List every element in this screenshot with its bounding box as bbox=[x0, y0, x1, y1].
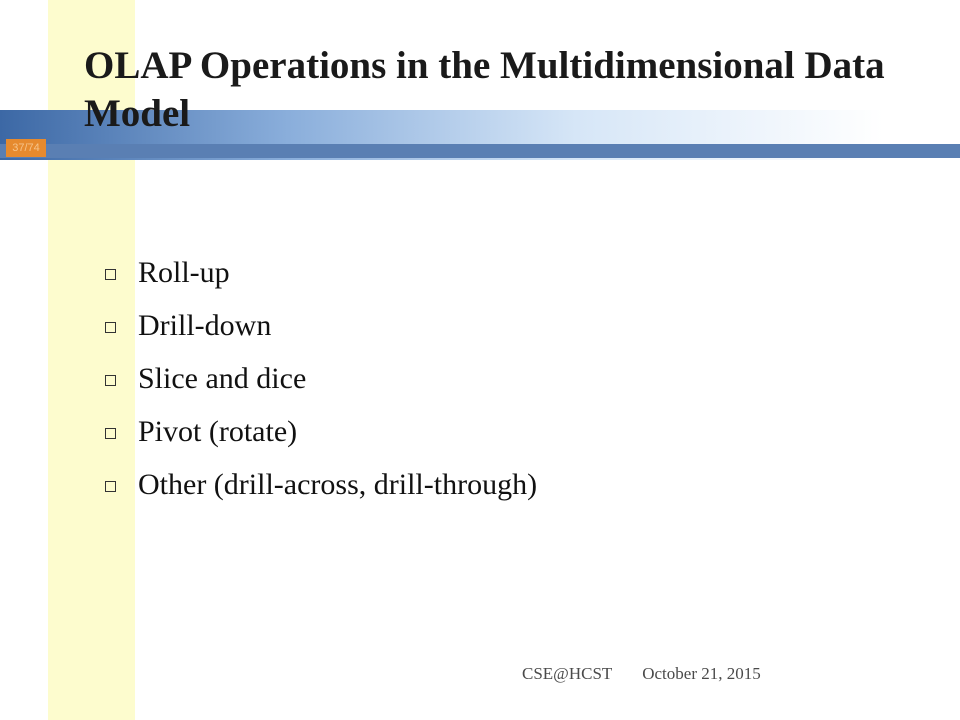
bullet-text: Pivot (rotate) bbox=[138, 414, 298, 448]
square-bullet-icon bbox=[105, 269, 116, 280]
bullet-list bbox=[105, 246, 537, 511]
bullet-text: Other (drill-across, drill-through) bbox=[138, 467, 538, 501]
bullet-item bbox=[105, 299, 537, 352]
square-bullet-icon bbox=[105, 375, 116, 386]
bullet-text: Slice and dice bbox=[138, 361, 307, 395]
bullet-item bbox=[105, 352, 537, 405]
square-bullet-icon bbox=[105, 481, 116, 492]
slide-footer bbox=[522, 664, 761, 684]
footer-org: CSE@HCST bbox=[522, 664, 612, 683]
slide-title: OLAP Operations in the Multidimensional Data Model bbox=[84, 44, 885, 135]
bullet-item bbox=[105, 246, 537, 299]
bullet-item bbox=[105, 458, 537, 511]
footer-date: October 21, 2015 bbox=[642, 664, 761, 683]
bullet-text: Roll-up bbox=[138, 255, 230, 289]
bullet-text: Drill-down bbox=[138, 308, 272, 342]
bullet-item bbox=[105, 405, 537, 458]
square-bullet-icon bbox=[105, 322, 116, 333]
square-bullet-icon bbox=[105, 428, 116, 439]
slide-number: 37/74 bbox=[6, 139, 46, 157]
title-underline-bar bbox=[0, 144, 960, 158]
